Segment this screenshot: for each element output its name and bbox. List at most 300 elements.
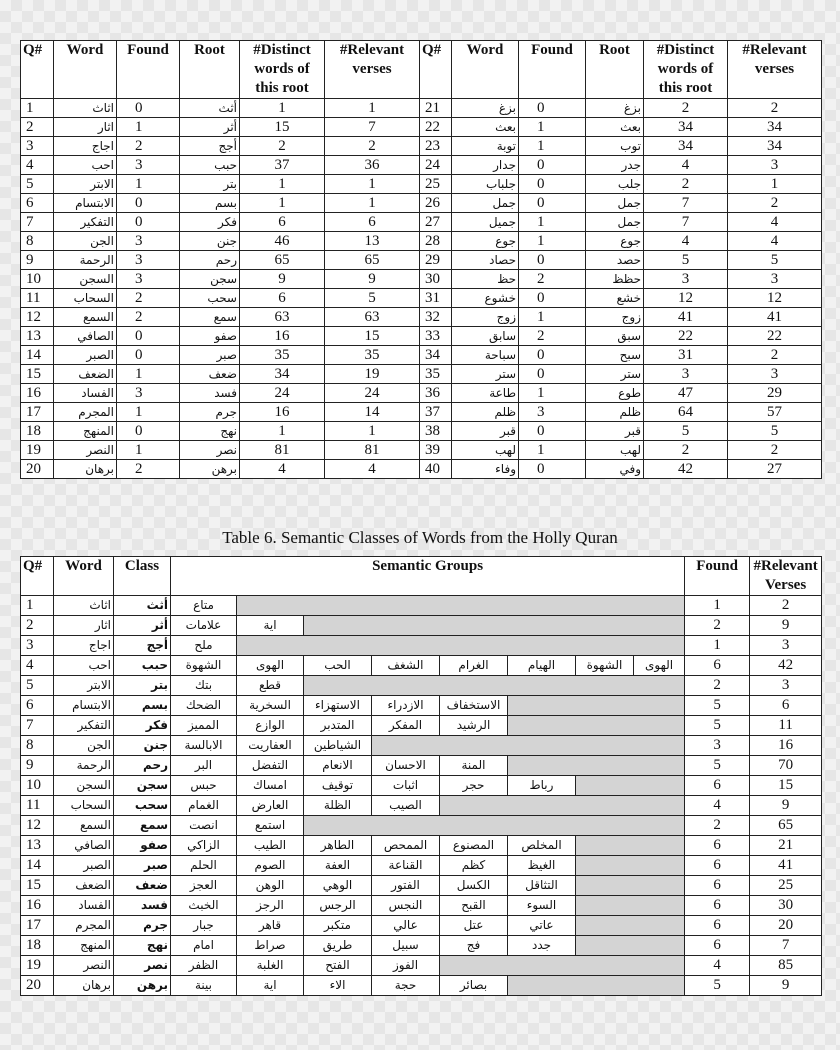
table-row — [21, 676, 822, 696]
root-cell: حبب — [180, 156, 240, 175]
class-cell: أثث — [114, 596, 171, 616]
class-cell: فسد — [114, 896, 171, 916]
word-cell: توبة — [452, 137, 519, 156]
table-row — [21, 365, 822, 384]
word-cell: حظ — [452, 270, 519, 289]
word-cell: المنهج — [54, 936, 114, 956]
word-cell: المنهج — [54, 422, 117, 441]
distinct-words-cell: 3 — [644, 365, 728, 384]
table-row — [21, 696, 822, 716]
root-cell: ضعف — [180, 365, 240, 384]
found-cell: 4 — [685, 956, 750, 976]
word-cell: حصاد — [452, 251, 519, 270]
root-cell: حصد — [586, 251, 644, 270]
distinct-words-cell: 46 — [240, 232, 325, 251]
relevant-verses-cell: 2 — [728, 441, 822, 460]
row-number: 20 — [21, 976, 54, 996]
root-cell: صبر — [180, 346, 240, 365]
semantic-group-cell: النجس — [372, 896, 440, 916]
word-cell: السمع — [54, 816, 114, 836]
table-row — [21, 976, 822, 996]
distinct-words-cell: 34 — [644, 137, 728, 156]
relevant-verses-cell: 65 — [325, 251, 420, 270]
table-row — [21, 327, 822, 346]
word-cell: زوج — [452, 308, 519, 327]
class-cell: حبب — [114, 656, 171, 676]
root-cell: رحم — [180, 251, 240, 270]
found-cell: 0 — [117, 346, 180, 365]
table-row — [21, 270, 822, 289]
root-cell: فسد — [180, 384, 240, 403]
semantic-group-cell: امام — [171, 936, 237, 956]
relevant-verses-cell: 14 — [325, 403, 420, 422]
word-cell: التفكير — [54, 213, 117, 232]
relevant-verses-cell: 4 — [728, 232, 822, 251]
word-cell: سابق — [452, 327, 519, 346]
word-cell: الرحمة — [54, 756, 114, 776]
distinct-words-cell: 7 — [644, 194, 728, 213]
semantic-group-cell: الخبث — [171, 896, 237, 916]
semantic-group-cell: الفوز — [372, 956, 440, 976]
word-cell: اجاج — [54, 137, 117, 156]
word-cell: قبر — [452, 422, 519, 441]
semantic-group-cell: حبس — [171, 776, 237, 796]
row-number: 16 — [21, 896, 54, 916]
row-number: 10 — [21, 776, 54, 796]
found-cell: 1 — [685, 636, 750, 656]
relevant-verses-cell: 36 — [325, 156, 420, 175]
table-row — [21, 856, 822, 876]
row-number: 23 — [420, 137, 452, 156]
table-row — [21, 346, 822, 365]
found-cell: 1 — [685, 596, 750, 616]
empty-group-cell — [508, 696, 685, 716]
root-cell: سجن — [180, 270, 240, 289]
semantic-group-cell: حجر — [440, 776, 508, 796]
table-row — [21, 936, 822, 956]
relevant-verses-cell: 2 — [325, 137, 420, 156]
semantic-group-cell: الوازع — [237, 716, 304, 736]
distinct-words-cell: 3 — [644, 270, 728, 289]
word-cell: النصر — [54, 441, 117, 460]
word-cell: الضعف — [54, 876, 114, 896]
word-cell: السحاب — [54, 796, 114, 816]
row-number: 2 — [21, 616, 54, 636]
header-word: Word — [452, 41, 519, 99]
word-cell: السجن — [54, 270, 117, 289]
semantic-group-cell: المفكر — [372, 716, 440, 736]
header-found: Found — [519, 41, 586, 99]
word-cell: سباحة — [452, 346, 519, 365]
root-cell: جلب — [586, 175, 644, 194]
word-cell: ستر — [452, 365, 519, 384]
relevant-verses-cell: 81 — [325, 441, 420, 460]
found-cell: 3 — [117, 156, 180, 175]
word-cell: السحاب — [54, 289, 117, 308]
table-row — [21, 596, 822, 616]
relevant-verses-cell: 34 — [728, 118, 822, 137]
class-cell: صبر — [114, 856, 171, 876]
row-number: 1 — [21, 99, 54, 118]
distinct-words-cell: 16 — [240, 403, 325, 422]
semantic-group-cell: القناعة — [372, 856, 440, 876]
found-cell: 4 — [685, 796, 750, 816]
relevant-verses-cell: 9 — [750, 976, 822, 996]
semantic-group-cell: الغيظ — [508, 856, 576, 876]
row-number: 3 — [21, 636, 54, 656]
found-cell: 0 — [519, 99, 586, 118]
row-number: 15 — [21, 876, 54, 896]
row-number: 33 — [420, 327, 452, 346]
relevant-verses-cell: 5 — [728, 251, 822, 270]
found-cell: 6 — [685, 836, 750, 856]
found-cell: 0 — [519, 251, 586, 270]
semantic-group-cell: الفتح — [304, 956, 372, 976]
semantic-group-cell: البر — [171, 756, 237, 776]
semantic-group-cell: عاتي — [508, 916, 576, 936]
header-q: Q# — [420, 41, 452, 99]
row-number: 32 — [420, 308, 452, 327]
relevant-verses-cell: 35 — [325, 346, 420, 365]
distinct-words-cell: 42 — [644, 460, 728, 479]
empty-group-cell — [576, 916, 685, 936]
row-number: 11 — [21, 289, 54, 308]
row-number: 7 — [21, 213, 54, 232]
semantic-group-cell: الضحك — [171, 696, 237, 716]
semantic-group-cell: العفة — [304, 856, 372, 876]
row-number: 4 — [21, 156, 54, 175]
row-number: 12 — [21, 308, 54, 327]
root-cell: سمع — [180, 308, 240, 327]
root-cell: نصر — [180, 441, 240, 460]
header-root: Root — [180, 41, 240, 99]
word-cell: الفساد — [54, 896, 114, 916]
word-cell: وفاء — [452, 460, 519, 479]
found-cell: 6 — [685, 936, 750, 956]
word-cell: اثاث — [54, 99, 117, 118]
row-number: 18 — [21, 936, 54, 956]
relevant-verses-cell: 25 — [750, 876, 822, 896]
header-q: Q# — [21, 557, 54, 596]
relevant-verses-cell: 2 — [728, 194, 822, 213]
word-cell: السمع — [54, 308, 117, 327]
table-row — [21, 876, 822, 896]
distinct-words-cell: 34 — [240, 365, 325, 384]
distinct-words-cell: 64 — [644, 403, 728, 422]
relevant-verses-cell: 7 — [325, 118, 420, 137]
semantic-group-cell: الفتور — [372, 876, 440, 896]
header-word: Word — [54, 41, 117, 99]
found-cell: 0 — [519, 460, 586, 479]
semantic-group-cell: السوء — [508, 896, 576, 916]
row-number: 8 — [21, 232, 54, 251]
relevant-verses-cell: 1 — [325, 194, 420, 213]
class-cell: سمع — [114, 816, 171, 836]
table-row — [21, 656, 822, 676]
table-row — [21, 251, 822, 270]
distinct-words-cell: 22 — [644, 327, 728, 346]
row-number: 5 — [21, 175, 54, 194]
distinct-words-cell: 2 — [644, 99, 728, 118]
row-number: 29 — [420, 251, 452, 270]
distinct-words-cell: 12 — [644, 289, 728, 308]
semantic-group-cell: استمع — [237, 816, 304, 836]
semantic-group-cell: رباط — [508, 776, 576, 796]
header-class: Class — [114, 557, 171, 596]
found-cell: 1 — [117, 118, 180, 137]
table-row — [21, 232, 822, 251]
found-cell: 0 — [117, 213, 180, 232]
semantic-group-cell: المنة — [440, 756, 508, 776]
row-number: 7 — [21, 716, 54, 736]
distinct-words-cell: 63 — [240, 308, 325, 327]
distinct-words-cell: 9 — [240, 270, 325, 289]
root-cell: أثث — [180, 99, 240, 118]
root-cell: صفو — [180, 327, 240, 346]
root-cell: توب — [586, 137, 644, 156]
table-row — [21, 175, 822, 194]
relevant-verses-cell: 57 — [728, 403, 822, 422]
semantic-group-cell: الممحص — [372, 836, 440, 856]
distinct-words-cell: 1 — [240, 422, 325, 441]
class-cell: رحم — [114, 756, 171, 776]
row-number: 13 — [21, 836, 54, 856]
semantic-group-cell: قاهر — [237, 916, 304, 936]
word-cell: الرحمة — [54, 251, 117, 270]
semantic-group-cell: التثاقل — [508, 876, 576, 896]
row-number: 40 — [420, 460, 452, 479]
table-row — [21, 896, 822, 916]
row-number: 21 — [420, 99, 452, 118]
found-cell: 1 — [519, 137, 586, 156]
word-cell: الابتر — [54, 175, 117, 194]
found-cell: 1 — [117, 403, 180, 422]
header-relevant-verses: #Relevant verses — [325, 41, 420, 99]
root-cell: وفي — [586, 460, 644, 479]
distinct-words-cell: 4 — [644, 232, 728, 251]
root-cell: بزغ — [586, 99, 644, 118]
found-cell: 0 — [117, 194, 180, 213]
relevant-verses-cell: 1 — [325, 175, 420, 194]
root-cell: جوع — [586, 232, 644, 251]
relevant-verses-cell: 21 — [750, 836, 822, 856]
semantic-group-cell: الحلم — [171, 856, 237, 876]
relevant-verses-cell: 6 — [325, 213, 420, 232]
table-row — [21, 441, 822, 460]
found-cell: 3 — [519, 403, 586, 422]
word-cell: ظلم — [452, 403, 519, 422]
table-row — [21, 422, 822, 441]
relevant-verses-cell: 3 — [750, 676, 822, 696]
word-cell: جمل — [452, 194, 519, 213]
semantic-group-cell: فج — [440, 936, 508, 956]
semantic-group-cell: حجة — [372, 976, 440, 996]
semantic-group-cell: الطاهر — [304, 836, 372, 856]
header-distinct-words: #Distinct words of this root — [644, 41, 728, 99]
found-cell: 0 — [117, 422, 180, 441]
row-number: 3 — [21, 137, 54, 156]
found-cell: 3 — [117, 270, 180, 289]
root-cell: طوع — [586, 384, 644, 403]
table-row — [21, 616, 822, 636]
table-header-row — [21, 557, 822, 596]
semantic-classes-table — [20, 556, 822, 996]
found-cell: 0 — [519, 422, 586, 441]
table-row — [21, 99, 822, 118]
table-row — [21, 156, 822, 175]
class-cell: جنن — [114, 736, 171, 756]
word-cell: المجرم — [54, 403, 117, 422]
relevant-verses-cell: 4 — [728, 213, 822, 232]
class-cell: صفو — [114, 836, 171, 856]
word-cell: الصافي — [54, 836, 114, 856]
class-cell: بتر — [114, 676, 171, 696]
found-cell: 1 — [117, 175, 180, 194]
class-cell: أثر — [114, 616, 171, 636]
word-cell: التفكير — [54, 716, 114, 736]
word-cell: جدار — [452, 156, 519, 175]
semantic-group-cell: العجز — [171, 876, 237, 896]
relevant-verses-cell: 29 — [728, 384, 822, 403]
relevant-verses-cell: 30 — [750, 896, 822, 916]
semantic-group-cell: الانعام — [304, 756, 372, 776]
relevant-verses-cell: 11 — [750, 716, 822, 736]
semantic-group-cell: الظفر — [171, 956, 237, 976]
row-number: 14 — [21, 856, 54, 876]
empty-group-cell — [304, 616, 685, 636]
semantic-group-cell: كظم — [440, 856, 508, 876]
row-number: 36 — [420, 384, 452, 403]
semantic-group-cell: الشهوة — [576, 656, 634, 676]
distinct-words-cell: 81 — [240, 441, 325, 460]
found-cell: 1 — [117, 441, 180, 460]
word-cell: بعث — [452, 118, 519, 137]
semantic-group-cell: الرشيد — [440, 716, 508, 736]
semantic-group-cell: الازدراء — [372, 696, 440, 716]
root-cell: بسم — [180, 194, 240, 213]
empty-group-cell — [508, 716, 685, 736]
class-cell: سحب — [114, 796, 171, 816]
semantic-group-cell: الصيب — [372, 796, 440, 816]
table-row — [21, 636, 822, 656]
class-cell: بسم — [114, 696, 171, 716]
relevant-verses-cell: 5 — [325, 289, 420, 308]
header-root: Root — [586, 41, 644, 99]
semantic-group-cell: التفضل — [237, 756, 304, 776]
relevant-verses-cell: 2 — [728, 346, 822, 365]
found-cell: 6 — [685, 656, 750, 676]
word-cell: خشوع — [452, 289, 519, 308]
relevant-verses-cell: 3 — [728, 156, 822, 175]
row-number: 13 — [21, 327, 54, 346]
semantic-group-cell: علامات — [171, 616, 237, 636]
semantic-group-cell: الرجز — [237, 896, 304, 916]
semantic-group-cell: جدد — [508, 936, 576, 956]
word-root-table — [20, 40, 822, 479]
distinct-words-cell: 1 — [240, 194, 325, 213]
found-cell: 2 — [117, 308, 180, 327]
word-cell: الفساد — [54, 384, 117, 403]
distinct-words-cell: 5 — [644, 251, 728, 270]
found-cell: 1 — [519, 213, 586, 232]
relevant-verses-cell: 65 — [750, 816, 822, 836]
root-cell: برهن — [180, 460, 240, 479]
semantic-group-cell: السخرية — [237, 696, 304, 716]
relevant-verses-cell: 2 — [750, 596, 822, 616]
relevant-verses-cell: 85 — [750, 956, 822, 976]
semantic-group-cell: الاء — [304, 976, 372, 996]
table-row — [21, 916, 822, 936]
found-cell: 1 — [519, 232, 586, 251]
semantic-group-cell: الغلبة — [237, 956, 304, 976]
semantic-group-cell: المخلص — [508, 836, 576, 856]
row-number: 17 — [21, 916, 54, 936]
semantic-group-cell: الهوى — [634, 656, 685, 676]
empty-group-cell — [576, 836, 685, 856]
relevant-verses-cell: 15 — [750, 776, 822, 796]
empty-group-cell — [237, 636, 685, 656]
found-cell: 3 — [117, 232, 180, 251]
semantic-group-cell: الغمام — [171, 796, 237, 816]
found-cell: 6 — [685, 896, 750, 916]
table-row — [21, 118, 822, 137]
root-cell: سحب — [180, 289, 240, 308]
row-number: 6 — [21, 696, 54, 716]
class-cell: نصر — [114, 956, 171, 976]
relevant-verses-cell: 20 — [750, 916, 822, 936]
row-number: 31 — [420, 289, 452, 308]
row-number: 39 — [420, 441, 452, 460]
semantic-group-cell: الوهي — [304, 876, 372, 896]
table-row — [21, 796, 822, 816]
table-header-row — [21, 41, 822, 99]
found-cell: 5 — [685, 756, 750, 776]
distinct-words-cell: 31 — [644, 346, 728, 365]
semantic-group-cell: انصت — [171, 816, 237, 836]
row-number: 18 — [21, 422, 54, 441]
word-cell: جوع — [452, 232, 519, 251]
distinct-words-cell: 2 — [644, 175, 728, 194]
class-cell: سجن — [114, 776, 171, 796]
relevant-verses-cell: 4 — [325, 460, 420, 479]
empty-group-cell — [576, 876, 685, 896]
word-cell: الضعف — [54, 365, 117, 384]
word-cell: اثار — [54, 616, 114, 636]
header-distinct-words: #Distinct words of this root — [240, 41, 325, 99]
semantic-group-cell: الوهن — [237, 876, 304, 896]
distinct-words-cell: 7 — [644, 213, 728, 232]
header-found: Found — [117, 41, 180, 99]
relevant-verses-cell: 1 — [325, 422, 420, 441]
distinct-words-cell: 4 — [240, 460, 325, 479]
semantic-group-cell: الشهوة — [171, 656, 237, 676]
found-cell: 2 — [685, 616, 750, 636]
semantic-group-cell: متاع — [171, 596, 237, 616]
table-row — [21, 816, 822, 836]
relevant-verses-cell: 3 — [750, 636, 822, 656]
word-cell: الجن — [54, 232, 117, 251]
semantic-group-cell: قطع — [237, 676, 304, 696]
root-cell: خشع — [586, 289, 644, 308]
semantic-group-cell: الهيام — [508, 656, 576, 676]
root-cell: فكر — [180, 213, 240, 232]
relevant-verses-cell: 2 — [728, 99, 822, 118]
relevant-verses-cell: 3 — [728, 270, 822, 289]
header-relevant-verses: #Relevant verses — [728, 41, 822, 99]
distinct-words-cell: 5 — [644, 422, 728, 441]
found-cell: 6 — [685, 776, 750, 796]
semantic-group-cell: العفاريت — [237, 736, 304, 756]
